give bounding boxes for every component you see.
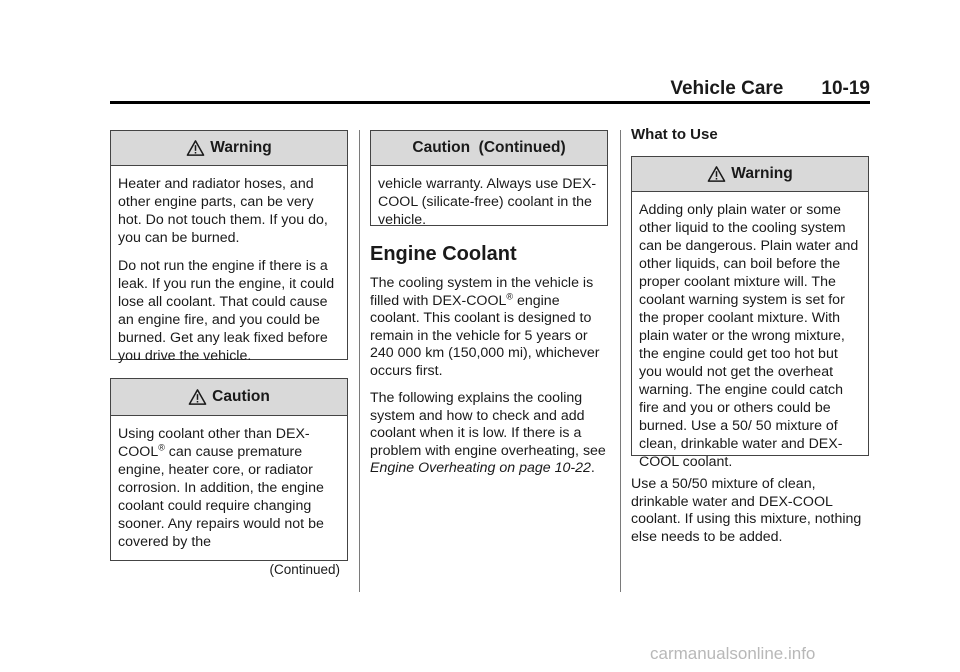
caution-paragraph: [118, 425, 340, 551]
caution-continued-text: vehicle warranty. Always use DEX-COOL (silicate-free) coolant in the vehicle.: [378, 176, 597, 228]
registered-mark: ®: [506, 290, 514, 301]
warning-paragraph: Heater and radiator hoses, and other engine parts, can be very hot. Do not touch them. If you do, you can be burned.: [118, 176, 328, 246]
engine-coolant-paragraph-1: [370, 275, 610, 380]
mixture-warning-text: Adding only plain water or some other liquid to the cooling system can be dangerous. Plain water and other liquids, can boil before the proper coolant mixture will. The coolant warning system is set for the proper coolant mixture. With plain water or the wrong mixture, the engine could get too hot but you would not get the overheat warning. The engine could catch fire and you or others could be burned. Use a 50/ 50 mixture of clean, drinkable water and DEX-COOL coolant.: [639, 202, 859, 470]
warning-box-body: [111, 166, 347, 371]
site-watermark: carmanualsonline.info: [650, 644, 816, 663]
caution-box-body: [111, 416, 347, 585]
section-title: Vehicle Care: [670, 78, 784, 99]
warning-triangle-icon: [188, 388, 207, 406]
warning-paragraph: Do not run the engine if there is a leak. If you run the engine, it could lose all coolant. That could cause an engine fire, and you could be burned. Get any leak fixed before you drive the vehicle.: [118, 258, 335, 364]
coolant-text-3: The following explains the cooling system and how to check and add coolant when it is low. If there is a problem with engine overheating, see: [370, 390, 606, 459]
coolant-text-4: .: [590, 460, 595, 476]
caution-title: Caution: [212, 388, 270, 405]
what-to-use-paragraph: Use a 50/50 mixture of clean, drinkable water and DEX-COOL coolant. If using this mixture, nothing else needs to be added.: [631, 476, 862, 545]
page-header: [110, 78, 870, 100]
page-number: 10-19: [821, 78, 870, 99]
what-to-use-heading: What to Use: [631, 126, 718, 143]
registered-mark: ®: [158, 442, 165, 453]
caution-text-1: Using coolant other than DEX-COOL: [118, 426, 310, 460]
what-to-use-text: [631, 476, 869, 556]
warning-box-body: [632, 192, 868, 477]
caution-continued-title: Caution (Continued): [412, 139, 566, 156]
column-divider-right: [620, 130, 621, 592]
continued-label: (Continued): [269, 562, 340, 577]
warning-title: Warning: [210, 139, 272, 156]
caution-text-2: can cause premature engine, heater core, or radiator corrosion. In addition, the engine coolant could require changing sooner. Any repairs would not be covered by the: [118, 444, 324, 550]
coolant-text-1: The cooling system in the vehicle is filled with DEX-COOL: [370, 275, 594, 309]
warning-box-header: [111, 131, 347, 166]
coolant-text-2: engine coolant. This coolant is designed to remain in the vehicle for 5 years or 240 000 km (150,000 mi), whichever occurs first.: [370, 292, 600, 379]
warning-box-coolant-mixture: [631, 156, 869, 470]
engine-coolant-text: [370, 275, 610, 488]
caution-continued-header: [371, 131, 607, 166]
warning-triangle-icon: [707, 165, 726, 183]
column-divider-left: [359, 130, 360, 592]
caution-continued-box: [370, 130, 608, 226]
engine-coolant-paragraph-2: [370, 390, 610, 478]
warning-box-header: [632, 157, 868, 192]
caution-box-coolant: [110, 378, 348, 577]
caution-continued-body: [371, 166, 607, 235]
caution-box-header: [111, 379, 347, 416]
header-rule: [110, 101, 870, 104]
warning-box-heater: [110, 130, 348, 364]
warning-triangle-icon: [186, 139, 205, 157]
warning-title: Warning: [731, 165, 793, 182]
engine-overheating-link[interactable]: Engine Overheating on page 10-22: [370, 460, 591, 476]
engine-coolant-heading: Engine Coolant: [370, 243, 517, 265]
